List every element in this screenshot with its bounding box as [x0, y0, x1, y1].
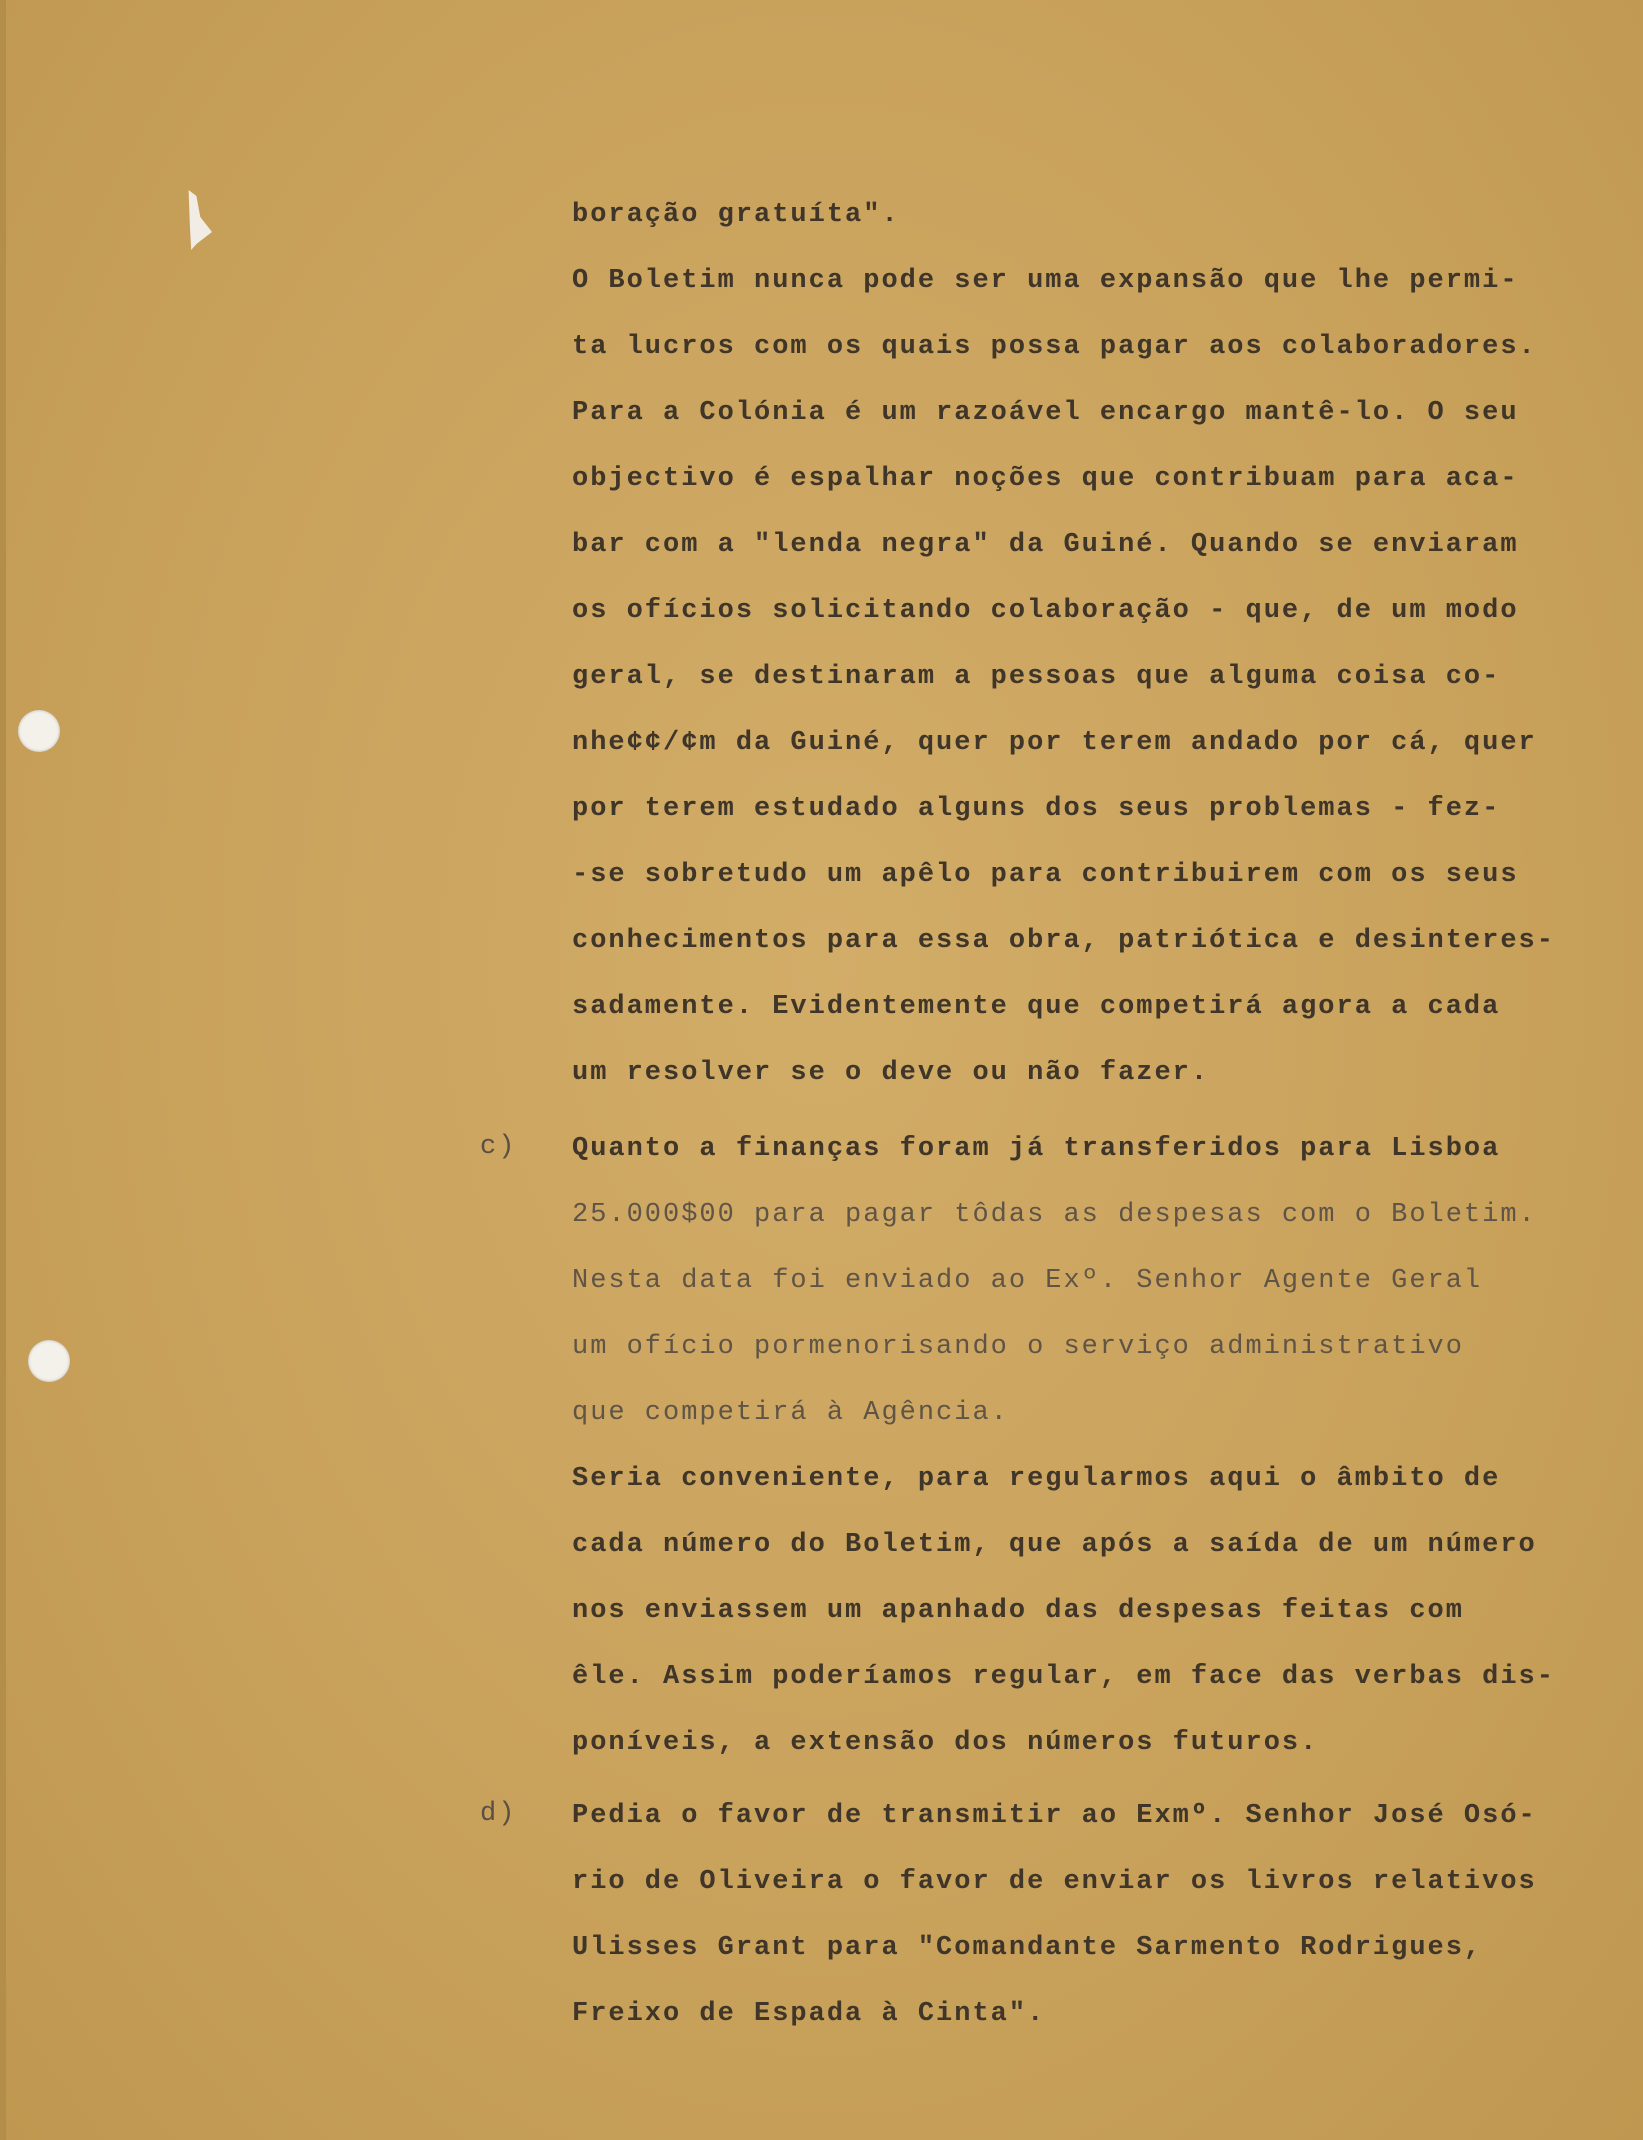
text-line: bar com a "lenda negra" da Guiné. Quando se enviaram: [572, 530, 1519, 560]
paper-tear: [186, 190, 212, 250]
text-line: geral, se destinaram a pessoas que alguma coisa co-: [572, 662, 1501, 692]
text-line: Nesta data foi enviado ao Exº. Senhor Agente Geral: [572, 1266, 1483, 1296]
punch-hole-bottom: [28, 1340, 70, 1382]
text-line: cada número do Boletim, que após a saída de um número: [572, 1530, 1537, 1560]
text-line: um ofício pormenorisando o serviço administrativo: [572, 1332, 1464, 1362]
section-d-text: [572, 1783, 1632, 2047]
text-line: objectivo é espalhar noções que contribuam para aca-: [572, 464, 1519, 494]
text-line: ta lucros com os quais possa pagar aos colaboradores.: [572, 332, 1537, 362]
text-line: um resolver se o deve ou não fazer.: [572, 1058, 1210, 1088]
text-line: rio de Oliveira o favor de enviar os livros relativos: [572, 1867, 1537, 1897]
punch-hole-top: [18, 710, 60, 752]
text-line: Quanto a finanças foram já transferidos para Lisboa: [572, 1134, 1501, 1164]
text-line: sadamente. Evidentemente que competirá agora a cada: [572, 992, 1501, 1022]
text-line: os ofícios solicitando colaboração - que, de um modo: [572, 596, 1519, 626]
text-line: Seria conveniente, para regularmos aqui o âmbito de: [572, 1464, 1501, 1494]
page-edge: [0, 0, 6, 2140]
text-line: 25.000$00 para pagar tôdas as despesas com o Boletim.: [572, 1200, 1537, 1230]
text-line: -se sobretudo um apêlo para contribuirem com os seus: [572, 860, 1519, 890]
text-line: boração gratuíta".: [572, 200, 900, 230]
text-line: O Boletim nunca pode ser uma expansão que lhe permi-: [572, 266, 1519, 296]
text-line: Freixo de Espada à Cinta".: [572, 1999, 1046, 2029]
text-line: conhecimentos para essa obra, patriótica e desinteres-: [572, 926, 1555, 956]
text-line: poníveis, a extensão dos números futuros.: [572, 1728, 1319, 1758]
section-d-marker: d): [480, 1799, 517, 1829]
section-c-marker: c): [480, 1132, 517, 1162]
text-line: que competirá à Agência.: [572, 1398, 1009, 1428]
text-line: nhe¢¢/¢m da Guiné, quer por terem andado por cá, quer: [572, 728, 1537, 758]
text-line: Pedia o favor de transmitir ao Exmº. Senhor José Osó-: [572, 1801, 1537, 1831]
section-c-text: [572, 1116, 1632, 1776]
text-line: por terem estudado alguns dos seus problemas - fez-: [572, 794, 1501, 824]
body-text-top: [572, 182, 1632, 1106]
text-line: Para a Colónia é um razoável encargo mantê-lo. O seu: [572, 398, 1519, 428]
text-line: nos enviassem um apanhado das despesas feitas com: [572, 1596, 1464, 1626]
text-line: êle. Assim poderíamos regular, em face das verbas dis-: [572, 1662, 1555, 1692]
text-line: Ulisses Grant para "Comandante Sarmento Rodrigues,: [572, 1933, 1483, 1963]
